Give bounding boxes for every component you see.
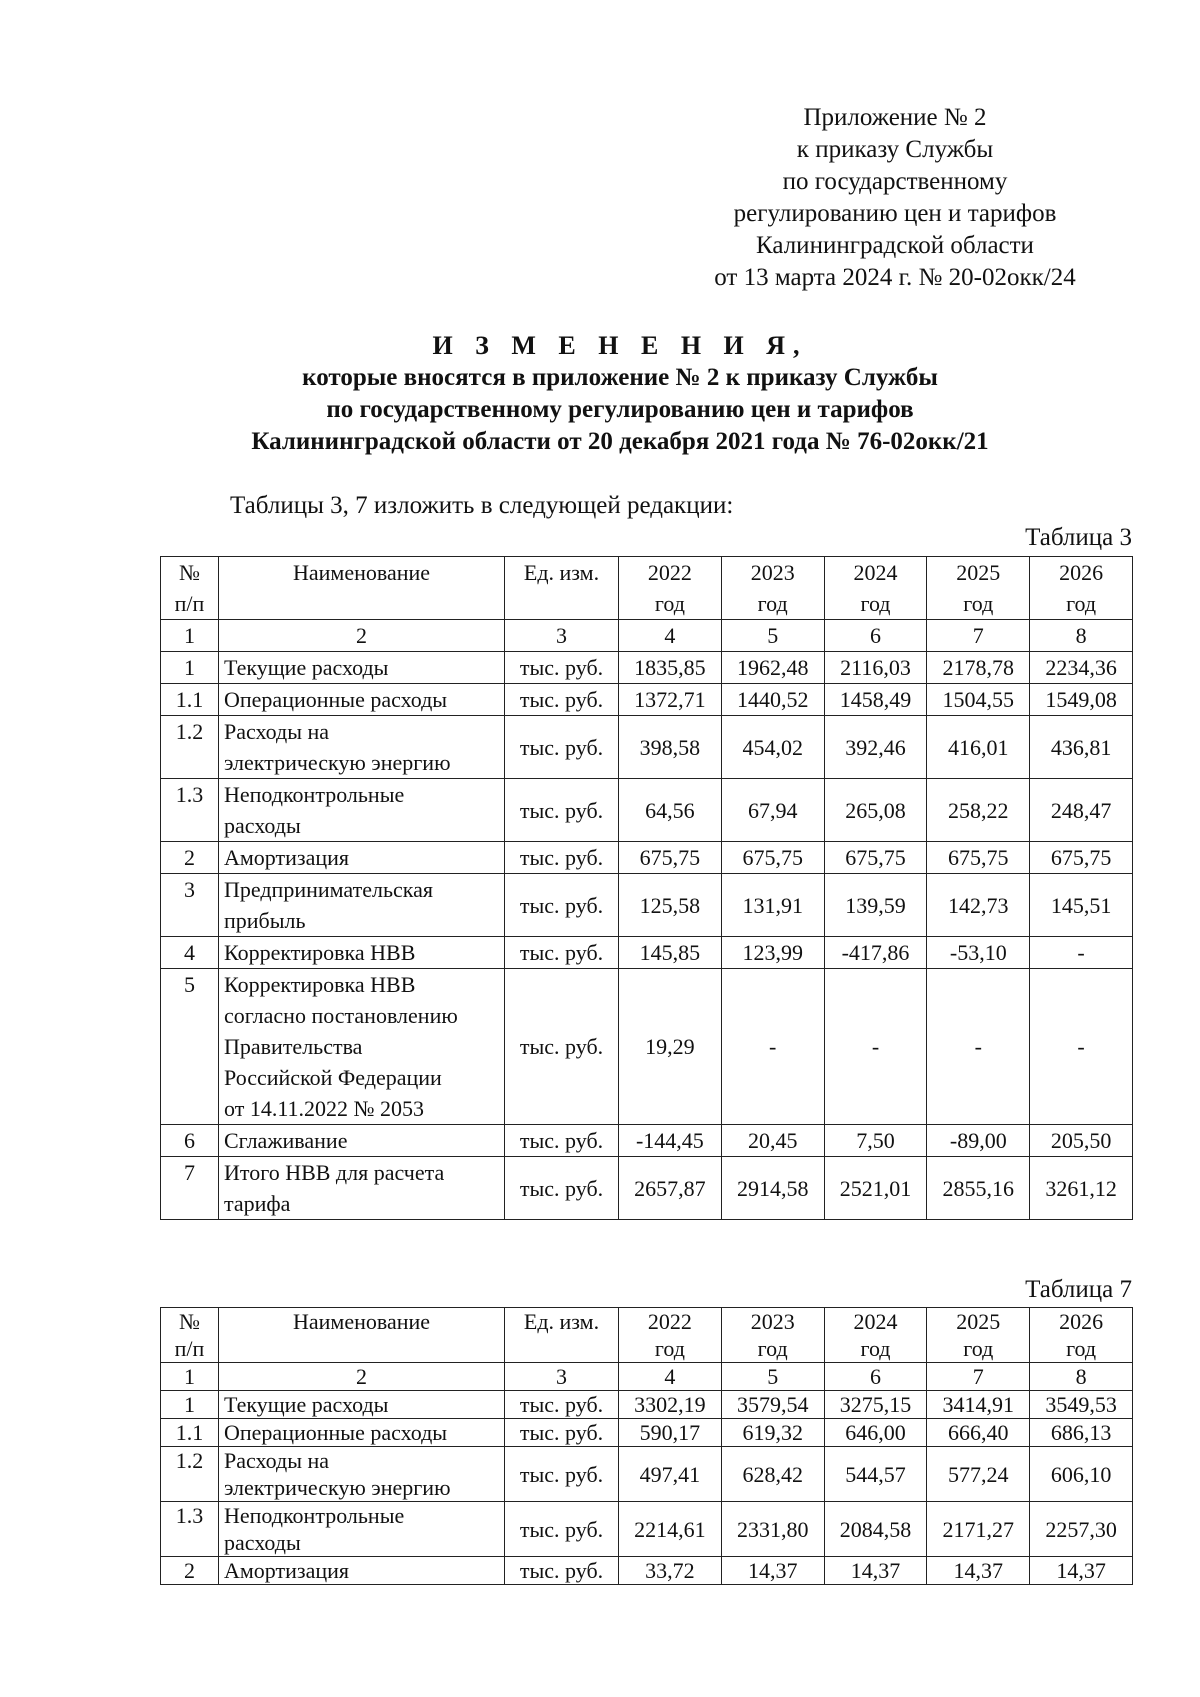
row-value-cell: 1962,48 <box>721 652 824 684</box>
table-7-label: Таблица 7 <box>1025 1276 1132 1303</box>
row-unit-cell: тыс. руб. <box>505 1419 619 1447</box>
column-number-cell: 1 <box>161 620 219 652</box>
table-header-row <box>161 1308 1133 1363</box>
row-name-cell <box>219 937 505 969</box>
row-unit-cell: тыс. руб. <box>505 779 619 842</box>
row-value-cell: 3275,15 <box>824 1391 927 1419</box>
row-value-cell: 436,81 <box>1030 716 1133 779</box>
header-year-suffix: год <box>963 1336 994 1361</box>
row-number-cell: 1.2 <box>161 1447 219 1502</box>
row-number-cell: 1 <box>161 1391 219 1419</box>
document-title <box>120 330 1120 458</box>
header-cell-year <box>927 557 1030 620</box>
table-header-row <box>161 557 1133 620</box>
row-number-cell: 4 <box>161 937 219 969</box>
column-number-cell: 8 <box>1030 1363 1133 1391</box>
header-year-suffix: год <box>963 591 994 616</box>
row-unit-cell: тыс. руб. <box>505 652 619 684</box>
row-value-cell: - <box>721 969 824 1125</box>
row-name-line: Расходы на <box>224 1448 330 1473</box>
row-name-line: электрическую энергию <box>224 1475 451 1500</box>
row-name-line: согласно постановлению <box>224 1003 458 1028</box>
table-7-body <box>161 1308 1133 1585</box>
row-name-cell <box>219 1125 505 1157</box>
title-line: которые вносятся в приложение № 2 к приказу Службы <box>302 364 938 391</box>
row-value-cell: 14,37 <box>721 1557 824 1585</box>
row-value-cell: 2521,01 <box>824 1157 927 1220</box>
header-year-value: 2024 <box>853 560 898 585</box>
row-name-cell <box>219 1447 505 1502</box>
row-value-cell: - <box>927 969 1030 1125</box>
column-numbering-row <box>161 1363 1133 1391</box>
row-value-cell: 2657,87 <box>619 1157 722 1220</box>
appendix-line: регулированию цен и тарифов <box>733 200 1057 227</box>
column-number-cell: 6 <box>824 620 927 652</box>
header-year-suffix: год <box>654 1336 685 1361</box>
column-number-cell: 7 <box>927 1363 1030 1391</box>
table-row <box>161 874 1133 937</box>
title-line: Калининградской области от 20 декабря 2021 года № 76-02окк/21 <box>251 428 989 455</box>
row-number-cell: 7 <box>161 1157 219 1220</box>
row-value-cell: - <box>824 969 927 1125</box>
row-value-cell: 125,58 <box>619 874 722 937</box>
row-value-cell: -144,45 <box>619 1125 722 1157</box>
header-cell-name: Наименование <box>219 1308 505 1363</box>
header-cell-year <box>721 1308 824 1363</box>
row-unit-cell: тыс. руб. <box>505 1447 619 1502</box>
row-value-cell: 675,75 <box>619 842 722 874</box>
row-value-cell: 2178,78 <box>927 652 1030 684</box>
header-year-value: 2026 <box>1059 560 1104 585</box>
column-number-cell: 2 <box>219 620 505 652</box>
row-name-cell <box>219 1419 505 1447</box>
row-value-cell: - <box>1030 937 1133 969</box>
header-year-value: 2022 <box>647 560 692 585</box>
appendix-line: к приказу Службы <box>796 136 994 163</box>
header-year-suffix: год <box>654 591 685 616</box>
row-value-cell: 265,08 <box>824 779 927 842</box>
table-7 <box>160 1307 1133 1585</box>
table-row <box>161 1557 1133 1585</box>
row-value-cell: 666,40 <box>927 1419 1030 1447</box>
row-value-cell: 145,85 <box>619 937 722 969</box>
row-value-cell: 3302,19 <box>619 1391 722 1419</box>
column-number-cell: 1 <box>161 1363 219 1391</box>
row-number-cell: 1.1 <box>161 1419 219 1447</box>
row-unit-cell: тыс. руб. <box>505 716 619 779</box>
row-value-cell: 392,46 <box>824 716 927 779</box>
row-name-cell <box>219 1391 505 1419</box>
row-name-line: Неподконтрольные <box>224 1503 405 1528</box>
row-value-cell: 7,50 <box>824 1125 927 1157</box>
column-number-cell: 7 <box>927 620 1030 652</box>
row-value-cell: 646,00 <box>824 1419 927 1447</box>
row-name-line: от 14.11.2022 № 2053 <box>224 1096 424 1121</box>
row-value-cell: 2855,16 <box>927 1157 1030 1220</box>
row-value-cell: - <box>1030 969 1133 1125</box>
row-name-cell <box>219 684 505 716</box>
row-value-cell: 497,41 <box>619 1447 722 1502</box>
row-value-cell: 3261,12 <box>1030 1157 1133 1220</box>
header-number-symbol: № <box>179 560 200 585</box>
header-year-value: 2022 <box>647 1309 692 1334</box>
header-year-suffix: год <box>860 1336 891 1361</box>
row-value-cell: 145,51 <box>1030 874 1133 937</box>
row-name-line: Сглаживание <box>224 1128 348 1153</box>
row-value-cell: 14,37 <box>927 1557 1030 1585</box>
row-value-cell: 2257,30 <box>1030 1502 1133 1557</box>
header-year-suffix: год <box>757 591 788 616</box>
header-cell-year <box>824 557 927 620</box>
row-number-cell: 3 <box>161 874 219 937</box>
row-number-cell: 2 <box>161 842 219 874</box>
row-value-cell: 544,57 <box>824 1447 927 1502</box>
header-cell-year <box>721 557 824 620</box>
row-value-cell: 3549,53 <box>1030 1391 1133 1419</box>
row-value-cell: 67,94 <box>721 779 824 842</box>
row-value-cell: 606,10 <box>1030 1447 1133 1502</box>
row-value-cell: 14,37 <box>824 1557 927 1585</box>
column-number-cell: 3 <box>505 620 619 652</box>
row-value-cell: 2116,03 <box>824 652 927 684</box>
row-name-line: Операционные расходы <box>224 687 448 712</box>
row-value-cell: 258,22 <box>927 779 1030 842</box>
row-unit-cell: тыс. руб. <box>505 1157 619 1220</box>
row-number-cell: 1.3 <box>161 1502 219 1557</box>
row-number-cell: 5 <box>161 969 219 1125</box>
row-name-line: Корректировка НВВ <box>224 972 416 997</box>
header-year-value: 2023 <box>750 1309 795 1334</box>
row-value-cell: 33,72 <box>619 1557 722 1585</box>
row-name-cell <box>219 874 505 937</box>
row-name-line: тарифа <box>224 1191 291 1216</box>
appendix-reference <box>690 102 1100 294</box>
row-name-cell <box>219 1557 505 1585</box>
table-row <box>161 969 1133 1125</box>
row-number-cell: 6 <box>161 1125 219 1157</box>
row-value-cell: 590,17 <box>619 1419 722 1447</box>
table-row <box>161 1502 1133 1557</box>
row-name-cell <box>219 842 505 874</box>
row-value-cell: 142,73 <box>927 874 1030 937</box>
row-name-line: Амортизация <box>224 845 350 870</box>
header-cell-name: Наименование <box>219 557 505 620</box>
row-unit-cell: тыс. руб. <box>505 874 619 937</box>
column-number-cell: 2 <box>219 1363 505 1391</box>
row-value-cell: 139,59 <box>824 874 927 937</box>
column-number-cell: 6 <box>824 1363 927 1391</box>
header-number-abbrev: п/п <box>174 591 205 616</box>
column-numbering-row <box>161 620 1133 652</box>
row-value-cell: 20,45 <box>721 1125 824 1157</box>
header-cell-number <box>161 557 219 620</box>
table-row <box>161 1125 1133 1157</box>
row-name-cell <box>219 716 505 779</box>
appendix-line: от 13 марта 2024 г. № 20-02окк/24 <box>714 264 1076 291</box>
header-number-abbrev: п/п <box>174 1336 205 1361</box>
row-name-line: прибыль <box>224 908 306 933</box>
row-name-line: Текущие расходы <box>224 655 389 680</box>
table-row <box>161 1391 1133 1419</box>
row-value-cell: 1440,52 <box>721 684 824 716</box>
header-cell-unit: Ед. изм. <box>505 557 619 620</box>
table-row <box>161 1447 1133 1502</box>
header-year-value: 2024 <box>853 1309 898 1334</box>
row-value-cell: 619,32 <box>721 1419 824 1447</box>
row-name-line: Российской Федерации <box>224 1065 442 1090</box>
table-row <box>161 716 1133 779</box>
row-number-cell: 1.1 <box>161 684 219 716</box>
row-value-cell: 3579,54 <box>721 1391 824 1419</box>
row-value-cell: 131,91 <box>721 874 824 937</box>
column-number-cell: 4 <box>619 620 722 652</box>
column-number-cell: 5 <box>721 1363 824 1391</box>
row-name-line: Предпринимательская <box>224 877 434 902</box>
appendix-line: по государственному <box>782 168 1008 195</box>
row-value-cell: 248,47 <box>1030 779 1133 842</box>
header-cell-year <box>1030 557 1133 620</box>
row-name-cell <box>219 1157 505 1220</box>
row-name-line: расходы <box>224 1530 301 1555</box>
row-unit-cell: тыс. руб. <box>505 1557 619 1585</box>
row-value-cell: -417,86 <box>824 937 927 969</box>
column-number-cell: 5 <box>721 620 824 652</box>
row-value-cell: 675,75 <box>1030 842 1133 874</box>
row-name-line: Расходы на <box>224 719 330 744</box>
appendix-line: Калининградской области <box>756 232 1034 259</box>
row-name-line: Неподконтрольные <box>224 782 405 807</box>
row-number-cell: 1 <box>161 652 219 684</box>
title-heading: И З М Е Н Е Н И Я, <box>432 331 808 360</box>
row-value-cell: 2214,61 <box>619 1502 722 1557</box>
row-value-cell: 123,99 <box>721 937 824 969</box>
row-value-cell: 2171,27 <box>927 1502 1030 1557</box>
header-cell-unit: Ед. изм. <box>505 1308 619 1363</box>
row-name-line: расходы <box>224 813 301 838</box>
row-value-cell: 1458,49 <box>824 684 927 716</box>
table-row <box>161 1157 1133 1220</box>
row-name-line: электрическую энергию <box>224 750 451 775</box>
row-value-cell: 454,02 <box>721 716 824 779</box>
header-year-value: 2023 <box>750 560 795 585</box>
row-unit-cell: тыс. руб. <box>505 937 619 969</box>
intro-paragraph: Таблицы 3, 7 изложить в следующей редакции: <box>230 492 734 519</box>
row-value-cell: -89,00 <box>927 1125 1030 1157</box>
table-row <box>161 937 1133 969</box>
row-value-cell: 416,01 <box>927 716 1030 779</box>
header-cell-year <box>927 1308 1030 1363</box>
row-value-cell: 675,75 <box>927 842 1030 874</box>
row-value-cell: 1504,55 <box>927 684 1030 716</box>
title-line: по государственному регулированию цен и тарифов <box>326 396 914 423</box>
row-unit-cell: тыс. руб. <box>505 1125 619 1157</box>
header-year-suffix: год <box>757 1336 788 1361</box>
row-unit-cell: тыс. руб. <box>505 1391 619 1419</box>
table-row <box>161 1419 1133 1447</box>
row-unit-cell: тыс. руб. <box>505 969 619 1125</box>
header-cell-year <box>1030 1308 1133 1363</box>
row-value-cell: 577,24 <box>927 1447 1030 1502</box>
header-year-value: 2025 <box>956 560 1001 585</box>
table-3-label: Таблица 3 <box>1025 524 1132 551</box>
row-unit-cell: тыс. руб. <box>505 684 619 716</box>
row-value-cell: 1549,08 <box>1030 684 1133 716</box>
row-name-line: Корректировка НВВ <box>224 940 416 965</box>
header-cell-year <box>619 1308 722 1363</box>
table-3 <box>160 556 1133 1220</box>
row-value-cell: 2331,80 <box>721 1502 824 1557</box>
row-value-cell: 675,75 <box>721 842 824 874</box>
row-value-cell: 1372,71 <box>619 684 722 716</box>
row-value-cell: 3414,91 <box>927 1391 1030 1419</box>
table-row <box>161 652 1133 684</box>
row-name-line: Правительства <box>224 1034 363 1059</box>
column-number-cell: 3 <box>505 1363 619 1391</box>
header-cell-year <box>824 1308 927 1363</box>
row-value-cell: 675,75 <box>824 842 927 874</box>
row-value-cell: 1835,85 <box>619 652 722 684</box>
header-year-suffix: год <box>860 591 891 616</box>
row-number-cell: 1.3 <box>161 779 219 842</box>
row-name-cell <box>219 1502 505 1557</box>
row-name-cell <box>219 652 505 684</box>
row-value-cell: 14,37 <box>1030 1557 1133 1585</box>
header-cell-number <box>161 1308 219 1363</box>
row-value-cell: 19,29 <box>619 969 722 1125</box>
row-value-cell: 205,50 <box>1030 1125 1133 1157</box>
row-unit-cell: тыс. руб. <box>505 842 619 874</box>
column-number-cell: 8 <box>1030 620 1133 652</box>
row-value-cell: 2084,58 <box>824 1502 927 1557</box>
column-number-cell: 4 <box>619 1363 722 1391</box>
table-row <box>161 779 1133 842</box>
row-name-cell <box>219 969 505 1125</box>
table-row <box>161 842 1133 874</box>
header-year-suffix: год <box>1066 591 1097 616</box>
row-value-cell: 64,56 <box>619 779 722 842</box>
row-number-cell: 2 <box>161 1557 219 1585</box>
row-unit-cell: тыс. руб. <box>505 1502 619 1557</box>
row-value-cell: 2234,36 <box>1030 652 1133 684</box>
row-value-cell: 2914,58 <box>721 1157 824 1220</box>
row-value-cell: 398,58 <box>619 716 722 779</box>
table-row <box>161 684 1133 716</box>
row-name-line: Амортизация <box>224 1558 350 1583</box>
row-name-line: Операционные расходы <box>224 1420 448 1445</box>
appendix-line: Приложение № 2 <box>803 104 987 131</box>
row-value-cell: -53,10 <box>927 937 1030 969</box>
row-name-line: Итого НВВ для расчета <box>224 1160 445 1185</box>
header-cell-year <box>619 557 722 620</box>
row-name-cell <box>219 779 505 842</box>
row-number-cell: 1.2 <box>161 716 219 779</box>
row-value-cell: 628,42 <box>721 1447 824 1502</box>
header-number-symbol: № <box>179 1309 200 1334</box>
row-name-line: Текущие расходы <box>224 1392 389 1417</box>
header-year-value: 2025 <box>956 1309 1001 1334</box>
table-3-body <box>161 557 1133 1220</box>
header-year-suffix: год <box>1066 1336 1097 1361</box>
header-year-value: 2026 <box>1059 1309 1104 1334</box>
row-value-cell: 686,13 <box>1030 1419 1133 1447</box>
